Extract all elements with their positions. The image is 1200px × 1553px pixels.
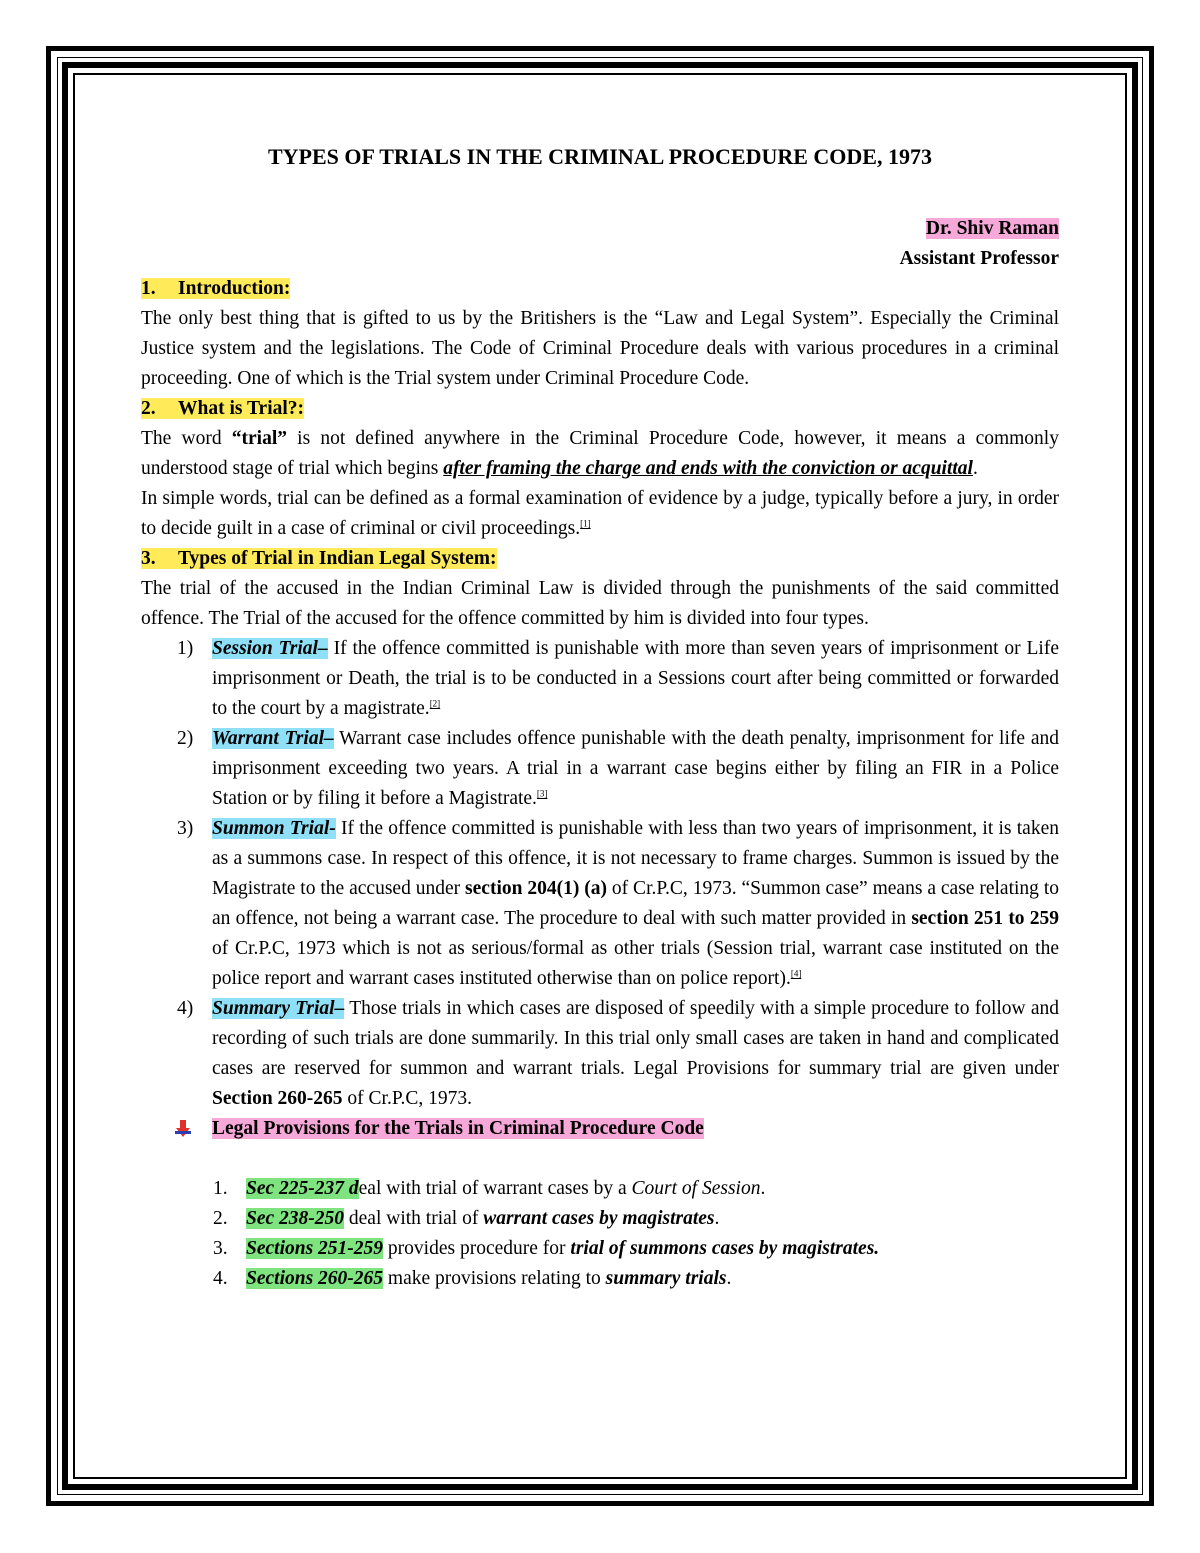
- footnote-ref-2[interactable]: [2]: [429, 698, 441, 709]
- trial-definition-paragraph: The word “trial” is not defined anywhere in the Criminal Procedure Code, however, it means a commonly understood stage of trial which begins after framing the charge and ends with the conviction or acquittal.: [141, 428, 1059, 479]
- provisions-list: [141, 1174, 1059, 1294]
- footnote-ref-1[interactable]: [1]: [580, 518, 591, 529]
- footnote-ref-3[interactable]: [3]: [536, 788, 548, 799]
- list-item-provision-2: 2. Sec 238-250 deal with trial of warrant cases by magistrates.: [213, 1208, 720, 1229]
- list-item-session-trial: 1) Session Trial– If the offence committed is punishable with more than seven years of imprisonment or Life imprisonment or Death, the trial is to be conducted in a Sessions court after being committed or forwarded to the court by a magistrate.[2]: [177, 638, 1059, 719]
- list-item-provision-3: 3. Sections 251-259 provides procedure for trial of summons cases by magistrates.: [213, 1238, 880, 1259]
- list-item-provision-1: 1. Sec 225-237 deal with trial of warrant cases by a Court of Session.: [213, 1178, 766, 1199]
- section-heading-introduction: 1. Introduction:: [141, 278, 291, 299]
- term-summon-trial: Summon Trial-: [212, 818, 336, 839]
- term-session-trial: Session Trial–: [212, 638, 328, 659]
- term-summary-trial: Summary Trial–: [212, 998, 345, 1019]
- list-item-provision-4: 4. Sections 260-265 make provisions relating to summary trials.: [213, 1268, 732, 1289]
- types-intro-paragraph: The trial of the accused in the Indian Criminal Law is divided through the punishments of the said committed offence. The Trial of the accused for the offence committed by him is divided into four types.: [141, 578, 1059, 629]
- author-block: [141, 214, 1059, 274]
- document-body: [141, 130, 1059, 1294]
- list-item-warrant-trial: 2) Warrant Trial– Warrant case includes offence punishable with the death penalty, imprisonment for life and imprisonment exceeding two years. A trial in a warrant case begins either by filing an FIR in a Police Station or by filing it before a Magistrate.[3]: [177, 728, 1059, 809]
- legal-provisions-heading: Legal Provisions for the Trials in Criminal Procedure Code: [141, 1114, 1059, 1144]
- list-item-summon-trial: 3) Summon Trial- If the offence committed is punishable with less than two years of imprisonment, it is taken as a summons case. In respect of this offence, it is not necessary to frame charges. Summon is issued by the Magistrate to the accused under section 204(1) (a) of Cr.P.C, 1973. “Summon case” means a case relating to an offence, not being a warrant case. The procedure to deal with such matter provided in section 251 to 259 of Cr.P.C, 1973 which is not as serious/formal as other trials (Session trial, warrant case instituted on the police report and warrant cases instituted otherwise than on police report).[4]: [177, 818, 1059, 989]
- author-name: Dr. Shiv Raman: [925, 218, 1059, 239]
- trial-types-list: [141, 634, 1059, 1114]
- introduction-paragraph: The only best thing that is gifted to us by the Britishers is the “Law and Legal System”. Especially the Criminal Justice system and the legislations. The Code of Criminal Procedure deals with various procedures in a criminal proceeding. One of which is the Trial system under Criminal Procedure Code.: [141, 308, 1059, 389]
- section-heading-types-of-trial: 3. Types of Trial in Indian Legal System:: [141, 548, 497, 569]
- section-heading-what-is-trial: 2. What is Trial?:: [141, 398, 305, 419]
- footnote-ref-4[interactable]: [4]: [790, 968, 802, 979]
- list-item-summary-trial: 4) Summary Trial– Those trials in which cases are disposed of speedily with a simple procedure to follow and recording of such trials are done summarily. In this trial only small cases are taken in hand and complicated cases are reserved for summon and warrant trials. Legal Provisions for summary trial are given under Section 260-265 of Cr.P.C, 1973.: [177, 998, 1059, 1109]
- arrow-down-bullet-icon: [175, 1120, 191, 1138]
- document-title: TYPES OF TRIALS IN THE CRIMINAL PROCEDURE CODE, 1973: [268, 144, 932, 169]
- trial-simple-words-paragraph: In simple words, trial can be defined as a formal examination of evidence by a judge, typically before a jury, in order to decide guilt in a case of criminal or civil proceedings.[1]: [141, 488, 1059, 539]
- author-role: Assistant Professor: [899, 248, 1059, 269]
- term-warrant-trial: Warrant Trial–: [212, 728, 334, 749]
